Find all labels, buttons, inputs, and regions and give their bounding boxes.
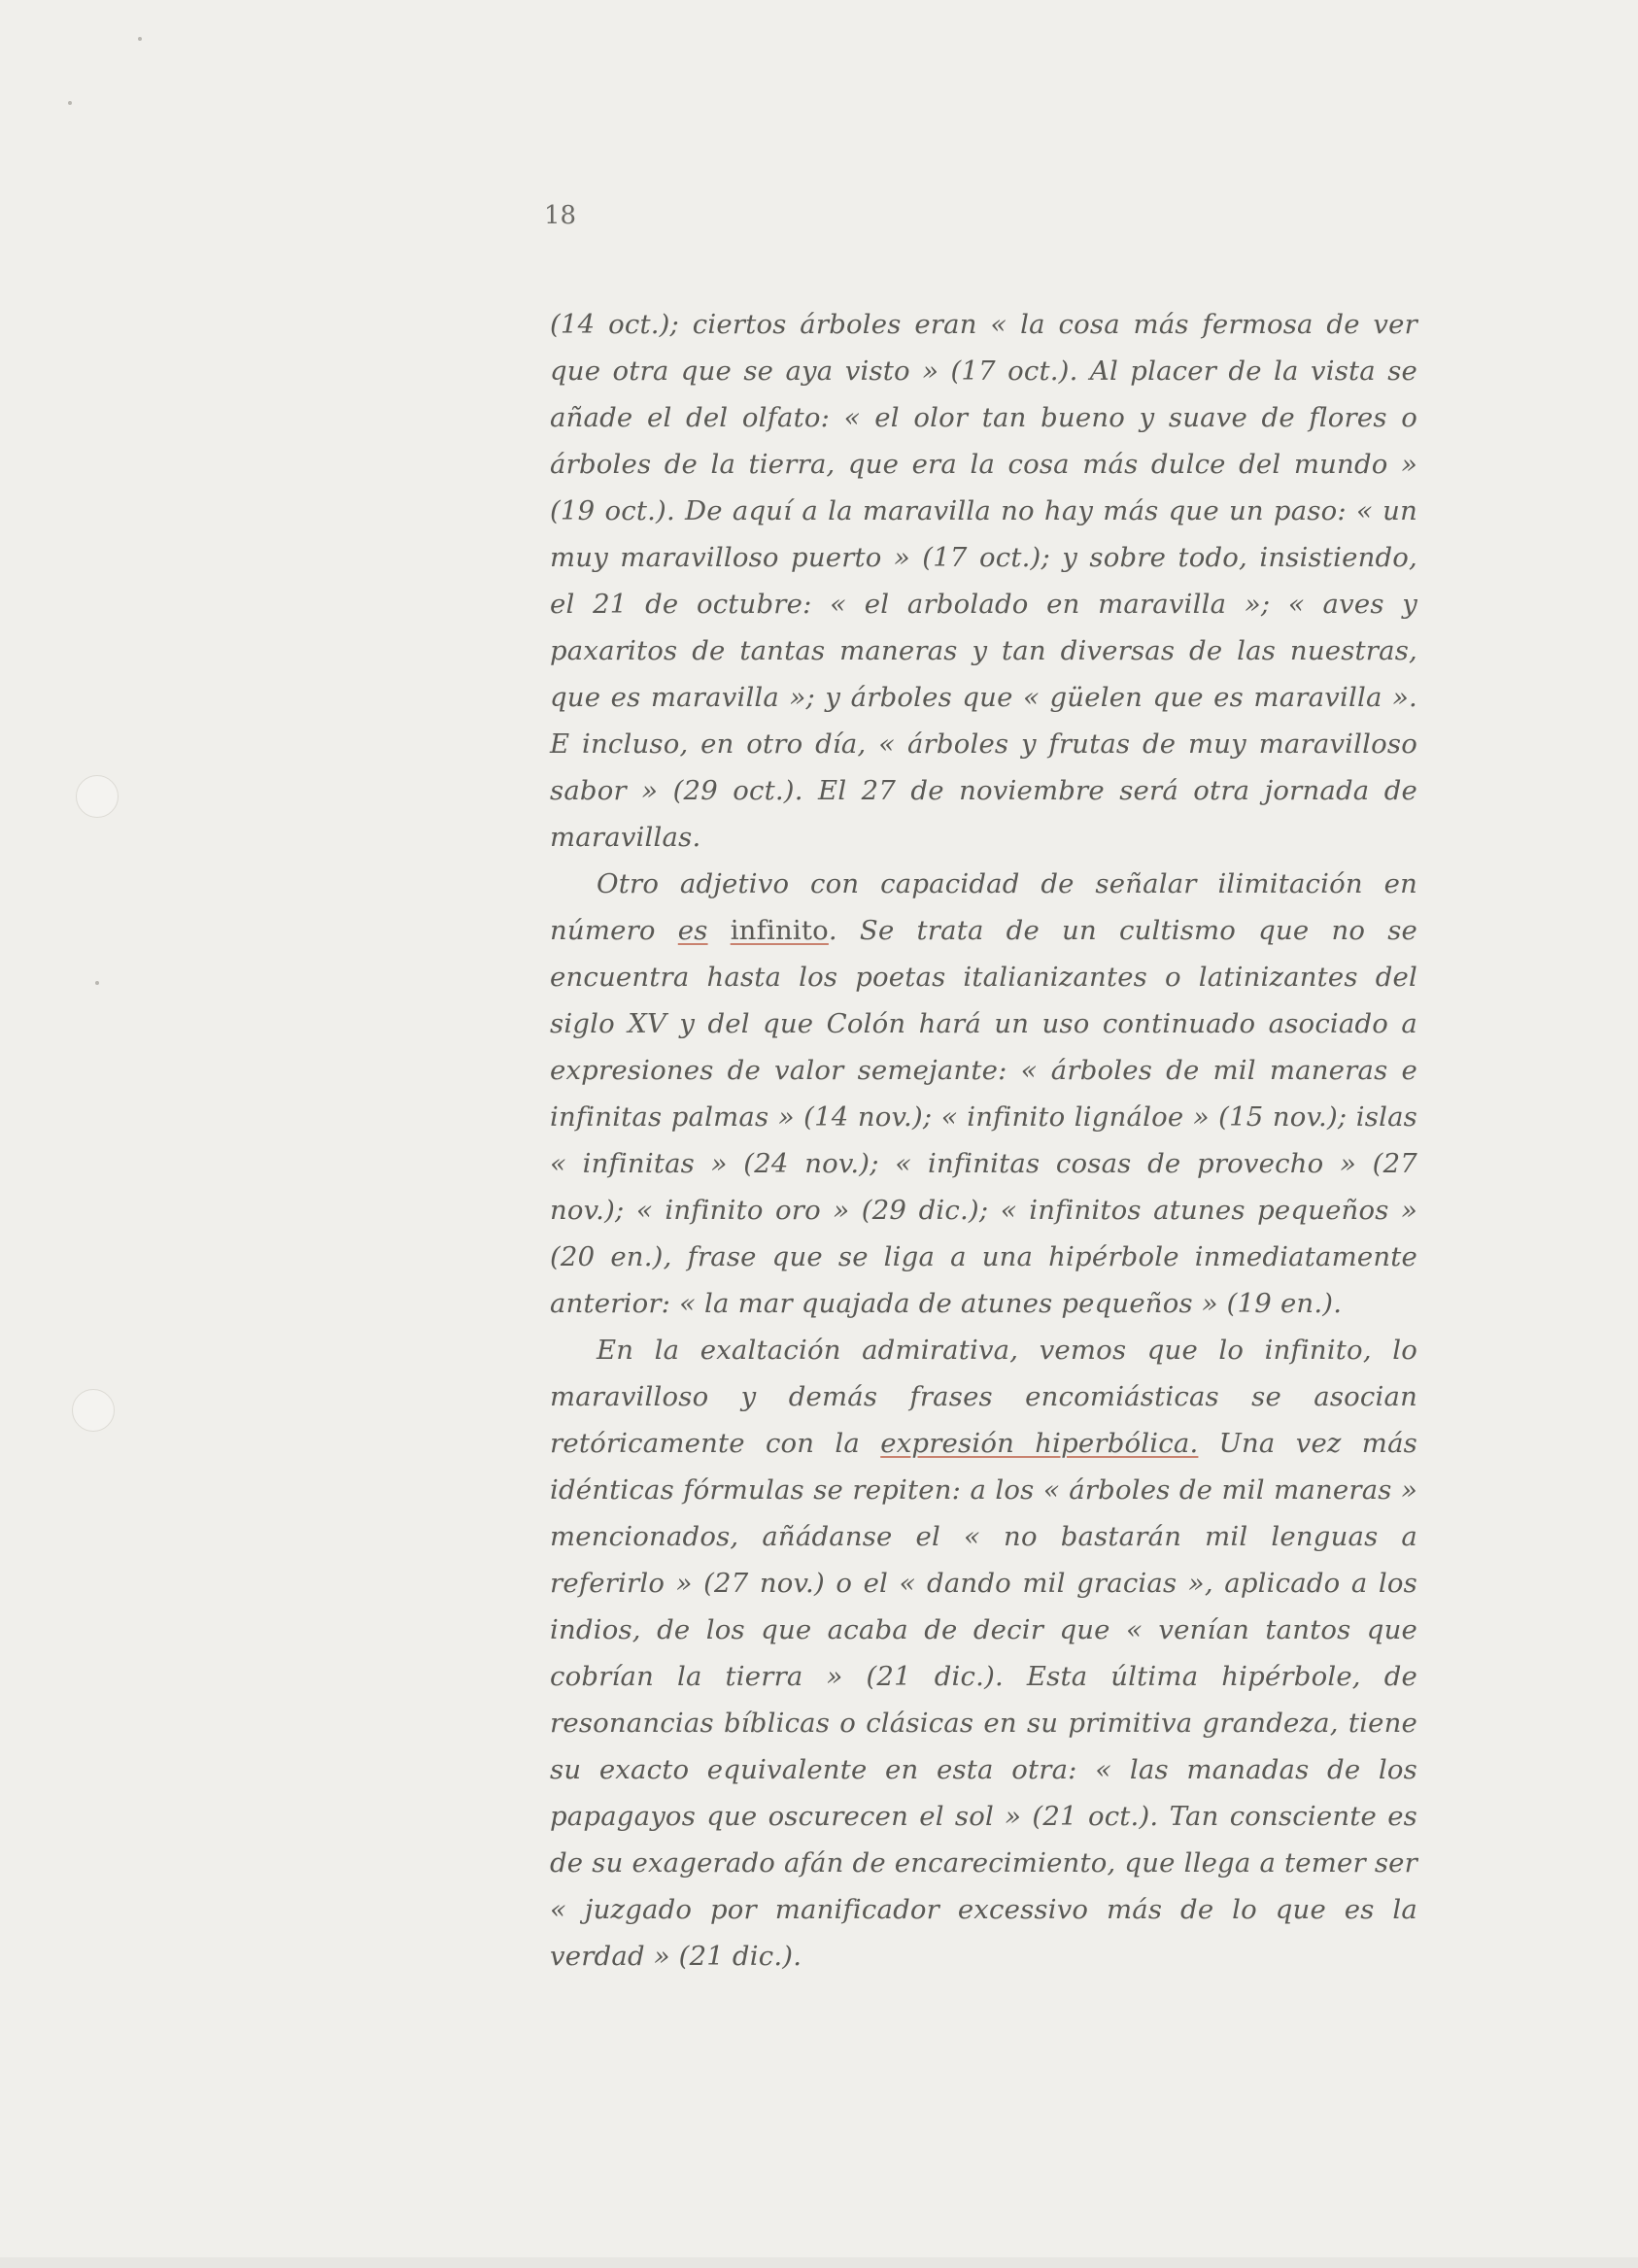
text-run [708,915,731,946]
paragraph [550,1327,1417,1980]
text-run: infinito [730,915,829,946]
body-text [550,301,1417,1980]
punch-hole-mark [76,775,119,818]
paragraph [550,861,1417,1327]
paper-speck [95,981,99,985]
punch-hole-mark [72,1389,115,1432]
text-run: . Se trata de un cultismo que no se encuentra hasta los poetas italianizantes o latinizantes del siglo XV y del que Colón hará un uso continuado asociado a expresiones de valor semejante: « árboles de mil maneras e infinitas palmas » (14 nov.); « infinito lignáloe » (15 nov.); islas « infinitas » (24 nov.); « infinitas cosas de provecho » (27 nov.); « infinito oro » (29 dic.); « infinitos atunes pequeños » (20 en.), frase que se liga a una hipérbole inmediatamente anterior: « la mar quajada de atunes pequeños » (19 en.). [550,915,1417,1319]
text-run: es [677,915,708,946]
page-number: 18 [544,201,577,230]
paper-speck [68,101,72,105]
text-run: expresión hiperbólica. [880,1428,1199,1459]
text-run: (14 oct.); ciertos árboles eran « la cosa más fermosa de ver que otra que se aya visto » (17 oct.). Al placer de la vista se añade el del olfato: « el olor tan bueno y suave de flores o árboles de la tierra, que era la cosa más dulce del mundo » (19 oct.). De aquí a la maravilla no hay más que un paso: « un muy maravilloso puerto » (17 oct.); y sobre todo, insistiendo, el 21 de octubre: « el arbolado en maravilla »; « aves y paxaritos de tantas maneras y tan diversas de las nuestras, que es maravilla »; y árboles que « güelen que es maravilla ». E incluso, en otro día, « árboles y frutas de muy maravilloso sabor » (29 oct.). El 27 de noviembre será otra jornada de maravillas. [550,309,1417,853]
text-run: Otro adjetivo con capacidad de señalar ilimitación en número [550,868,1417,946]
paragraph [550,301,1417,861]
paper-speck [138,37,142,41]
text-run: Una vez más idénticas fórmulas se repiten: a los « árboles de mil maneras » mencionados, añádanse el « no bastarán mil lenguas a referirlo » (27 nov.) o el « dando mil gracias », aplicado a los indios, de los que acaba de decir que « venían tantos que cobrían la tierra » (21 dic.). Esta última hipérbole, de resonancias bíblicas o clásicas en su primitiva grandeza, tiene su exacto equivalente en esta otra: « las manadas de los papagayos que oscurecen el sol » (21 oct.). Tan consciente es de su exagerado afán de encarecimiento, que llega a temer ser « juzgado por manificador excessivo más de lo que es la verdad » (21 dic.). [550,1428,1417,1972]
scan-edge [0,2257,1638,2268]
text-run: En la exaltación admirativa, vemos que lo infinito, lo maravilloso y demás frases encomiásticas se asocian retóricamente con la [550,1335,1417,1459]
